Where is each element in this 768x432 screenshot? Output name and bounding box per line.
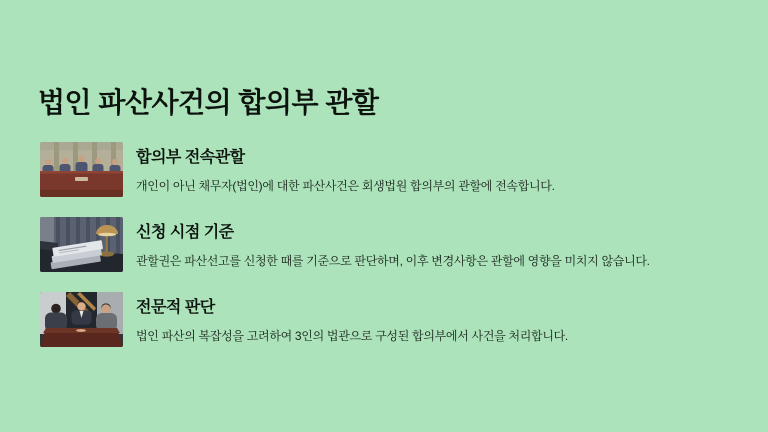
item-description: 법인 파산의 복잡성을 고려하여 3인의 법관으로 구성된 합의부에서 사건을 처리합니다. xyxy=(136,329,568,343)
item-description: 관할권은 파산선고를 신청한 때를 기준으로 판단하며, 이후 변경사항은 관할에 영향을 미치지 않습니다. xyxy=(136,254,650,268)
item-texts xyxy=(136,142,555,194)
list-item xyxy=(40,142,650,197)
item-texts xyxy=(136,217,650,269)
item-heading: 합의부 전속관할 xyxy=(136,149,245,166)
item-texts xyxy=(136,292,568,344)
page-title: 법인 파산사건의 합의부 관할 xyxy=(38,87,379,118)
meeting-discussion-image xyxy=(40,292,123,347)
list-item xyxy=(40,217,650,272)
list-item xyxy=(40,292,650,347)
courtroom-judges-image xyxy=(40,142,123,197)
item-description: 개인이 아닌 채무자(법인)에 대한 파산사건은 회생법원 합의부의 관할에 전속합니다. xyxy=(136,179,555,193)
item-list xyxy=(40,142,650,347)
item-heading: 전문적 판단 xyxy=(136,299,215,316)
legal-documents-image xyxy=(40,217,123,272)
item-heading: 신청 시점 기준 xyxy=(136,224,234,241)
